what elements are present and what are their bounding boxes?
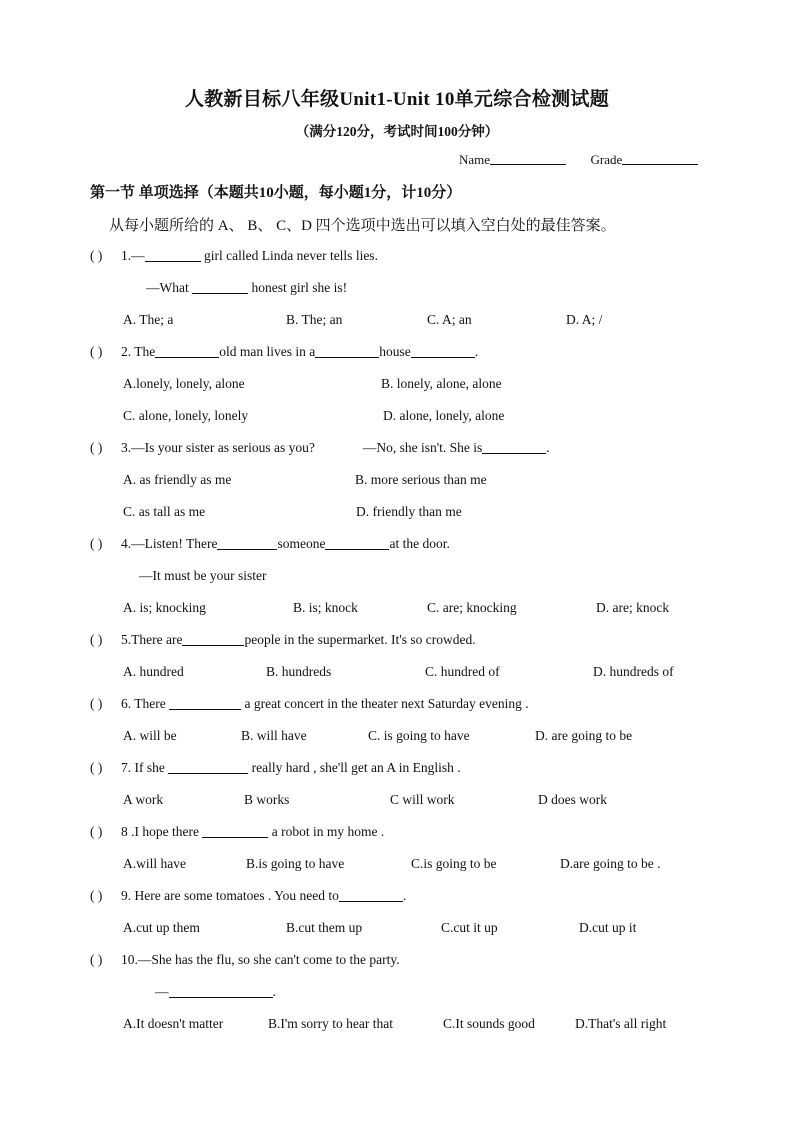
answer-paren-2[interactable]: ( ) bbox=[90, 344, 103, 359]
student-info-fields bbox=[459, 152, 698, 168]
option-a[interactable]: A.lonely, lonely, alone bbox=[123, 376, 245, 391]
answer-paren-1[interactable]: ( ) bbox=[90, 248, 103, 263]
question-10-reply: — . bbox=[155, 984, 276, 999]
blank[interactable] bbox=[315, 345, 379, 358]
option-d[interactable]: D. hundreds of bbox=[593, 664, 674, 679]
blank[interactable] bbox=[169, 697, 241, 710]
option-a[interactable]: A. will be bbox=[123, 728, 177, 743]
option-d[interactable]: D.cut up it bbox=[579, 920, 637, 935]
section-heading: 第一节 单项选择（本题共10小题，每小题1分，计10分） bbox=[90, 185, 462, 201]
option-c[interactable]: C. hundred of bbox=[425, 664, 500, 679]
option-b[interactable]: B. more serious than me bbox=[355, 472, 487, 487]
question-8-stem: 8 .I hope there a robot in my home . bbox=[121, 824, 385, 839]
answer-paren-10[interactable]: ( ) bbox=[90, 952, 103, 967]
option-d[interactable]: D. alone, lonely, alone bbox=[383, 408, 505, 423]
option-a[interactable]: A.cut up them bbox=[123, 920, 200, 935]
blank[interactable] bbox=[325, 537, 389, 550]
blank[interactable] bbox=[482, 441, 546, 454]
option-b[interactable]: B. is; knock bbox=[293, 600, 358, 615]
answer-paren-7[interactable]: ( ) bbox=[90, 760, 103, 775]
option-c[interactable]: C. are; knocking bbox=[427, 600, 517, 615]
option-b[interactable]: B. The; an bbox=[286, 312, 343, 327]
option-d[interactable]: D. are; knock bbox=[596, 600, 670, 615]
option-c[interactable]: C will work bbox=[390, 792, 455, 807]
question-3-stem: 3.—Is your sister as serious as you? —No, she isn't. She is . bbox=[121, 440, 550, 455]
option-d[interactable]: D. A; / bbox=[566, 312, 603, 327]
option-a[interactable]: A.will have bbox=[123, 856, 186, 871]
question-6-stem: 6. There a great concert in the theater next Saturday evening . bbox=[121, 696, 529, 711]
answer-paren-3[interactable]: ( ) bbox=[90, 440, 103, 455]
option-a[interactable]: A. is; knocking bbox=[123, 600, 206, 615]
blank[interactable] bbox=[202, 825, 268, 838]
blank[interactable] bbox=[411, 345, 475, 358]
option-c[interactable]: C.It sounds good bbox=[443, 1016, 535, 1031]
blank[interactable] bbox=[155, 345, 219, 358]
option-b[interactable]: B.is going to have bbox=[246, 856, 345, 871]
option-c[interactable]: C.cut it up bbox=[441, 920, 498, 935]
option-a[interactable]: A. as friendly as me bbox=[123, 472, 232, 487]
blank[interactable] bbox=[192, 281, 248, 294]
option-c[interactable]: C. as tall as me bbox=[123, 504, 206, 519]
option-d[interactable]: D. friendly than me bbox=[356, 504, 462, 519]
option-c[interactable]: C. alone, lonely, lonely bbox=[123, 408, 249, 423]
name-label: Name bbox=[459, 152, 491, 167]
question-5-stem: 5.There are people in the supermarket. It's so crowded. bbox=[121, 632, 476, 647]
answer-paren-9[interactable]: ( ) bbox=[90, 888, 103, 903]
option-c[interactable]: C. is going to have bbox=[368, 728, 470, 743]
option-d[interactable]: D.are going to be . bbox=[560, 856, 661, 871]
option-b[interactable]: B. lonely, alone, alone bbox=[381, 376, 502, 391]
grade-blank[interactable] bbox=[622, 152, 698, 165]
option-d[interactable]: D. are going to be bbox=[535, 728, 633, 743]
question-2-stem: 2. The old man lives in a house . bbox=[121, 344, 479, 359]
answer-paren-8[interactable]: ( ) bbox=[90, 824, 103, 839]
option-a[interactable]: A. The; a bbox=[123, 312, 174, 327]
name-blank[interactable] bbox=[490, 152, 566, 165]
question-4-reply: —It must be your sister bbox=[139, 568, 267, 583]
section-instruction: 从每小题所给的 A、 B、 C、D 四个选项中选出可以填入空白处的最佳答案。 bbox=[109, 218, 616, 234]
option-d[interactable]: D does work bbox=[538, 792, 607, 807]
option-b[interactable]: B. will have bbox=[241, 728, 307, 743]
option-b[interactable]: B. hundreds bbox=[266, 664, 332, 679]
option-d[interactable]: D.That's all right bbox=[575, 1016, 667, 1031]
page-title: 人教新目标八年级Unit1-Unit 10单元综合检测试题 bbox=[184, 89, 610, 110]
question-7-stem: 7. If she really hard , she'll get an A in English . bbox=[121, 760, 461, 775]
option-a[interactable]: A. hundred bbox=[123, 664, 184, 679]
blank[interactable] bbox=[169, 985, 273, 998]
option-a[interactable]: A.It doesn't matter bbox=[123, 1016, 224, 1031]
answer-paren-5[interactable]: ( ) bbox=[90, 632, 103, 647]
option-b[interactable]: B.I'm sorry to hear that bbox=[268, 1016, 394, 1031]
page-subtitle: （满分120分，考试时间100分钟） bbox=[295, 124, 499, 139]
question-1-reply: —What honest girl she is! bbox=[146, 280, 348, 295]
grade-label: Grade bbox=[590, 152, 623, 167]
question-1-stem: 1.— girl called Linda never tells lies. bbox=[121, 248, 378, 263]
option-b[interactable]: B.cut them up bbox=[286, 920, 363, 935]
blank[interactable] bbox=[217, 537, 277, 550]
question-4-stem: 4.—Listen! There someone at the door. bbox=[121, 536, 450, 551]
blank[interactable] bbox=[145, 249, 201, 262]
option-a[interactable]: A work bbox=[123, 792, 164, 807]
question-9-stem: 9. Here are some tomatoes . You need to . bbox=[121, 888, 407, 903]
option-b[interactable]: B works bbox=[244, 792, 290, 807]
answer-paren-4[interactable]: ( ) bbox=[90, 536, 103, 551]
blank[interactable] bbox=[339, 889, 403, 902]
question-10-stem: 10.—She has the flu, so she can't come to the party. bbox=[121, 952, 400, 967]
option-c[interactable]: C. A; an bbox=[427, 312, 472, 327]
option-c[interactable]: C.is going to be bbox=[411, 856, 497, 871]
blank[interactable] bbox=[168, 761, 248, 774]
answer-paren-6[interactable]: ( ) bbox=[90, 696, 103, 711]
blank[interactable] bbox=[182, 633, 244, 646]
